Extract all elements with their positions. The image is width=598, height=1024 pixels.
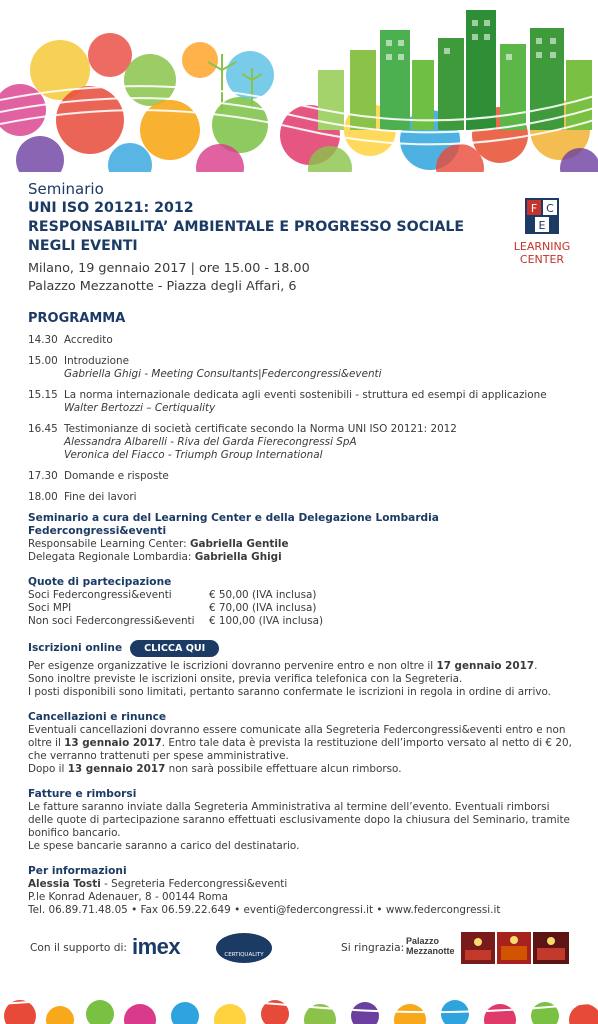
fatture-p2: Le spese bancarie saranno a carico del destinatario. [28, 840, 300, 852]
programma-time: 16.45 [28, 423, 58, 435]
programma-time: 17.30 [28, 470, 58, 482]
iscrizioni-line-3: I posti disponibili sono limitati, pertanto saranno confermate le iscrizioni in regola in ordine di arrivo. [28, 686, 551, 698]
palazzo-mezzanotte-logo [406, 936, 455, 956]
programma-speaker: Walter Bertozzi – Certiquality [64, 402, 216, 414]
quote-table [28, 589, 576, 628]
event-title [28, 199, 498, 256]
support-label: Con il supporto di: [30, 942, 127, 954]
quote-price: € 50,00 (IVA inclusa) [209, 589, 317, 601]
programma-speaker: Gabriella Ghigi - Meeting Consultants|Federcongressi&eventi [64, 368, 382, 380]
quote-price: € 70,00 (IVA inclusa) [209, 602, 317, 614]
programma-body [64, 470, 576, 483]
venue-photo-strip [461, 932, 569, 964]
iscrizioni-line-1 [28, 660, 576, 673]
programma-item [28, 470, 576, 483]
info-contact-name: Alessia Tosti [28, 878, 101, 890]
flyer-content [28, 180, 576, 917]
quote-row [28, 615, 576, 628]
programma-heading: PROGRAMMA [28, 311, 126, 326]
palazzo-logo-line-1: Palazzo [406, 936, 440, 946]
delegata-name: Gabriella Ghigi [194, 551, 282, 563]
info-heading: Per informazioni [28, 865, 127, 877]
programma-item [28, 389, 576, 415]
quote-section [28, 576, 576, 628]
event-date: Milano, 19 gennaio 2017 | ore 15.00 - 18.00 [28, 261, 310, 276]
quote-row [28, 602, 576, 615]
fatture-p1: Le fatture saranno inviate dalla Segreteria Amministrativa al termine dell’evento. Eventuali rimborsi delle quote di partecipazione saranno effettuati esclusivamente dopo la chiusura del Seminario, tramite bonifico bancario. [28, 801, 570, 839]
quote-row [28, 589, 576, 602]
certiquality-logo [216, 933, 272, 963]
programma-title: La norma internazionale dedicata agli eventi sostenibili - struttura ed esempi di applicazione [64, 389, 547, 401]
palazzo-logo-line-2: Mezzanotte [406, 946, 455, 956]
iscrizioni-line-1-text: Per esigenze organizzative le iscrizioni dovranno pervenire entro e non oltre il [28, 660, 437, 672]
cancellazioni-p1-text: Eventuali cancellazioni dovranno essere comunicate alla Segreteria Federcongressi&eventi entro e non oltre il [28, 724, 566, 749]
quote-label: Soci Federcongressi&eventi [28, 589, 172, 601]
curatori-heading: Seminario a cura del Learning Center e della Delegazione Lombardia Federcongressi&eventi [28, 512, 439, 537]
programma-body [64, 491, 576, 504]
fatture-section [28, 788, 576, 853]
cancellazioni-p1 [28, 724, 576, 763]
programma-time: 18.00 [28, 491, 58, 503]
quote-label: Non soci Federcongressi&eventi [28, 615, 195, 627]
sponsors-row [0, 930, 598, 970]
programma-list [28, 334, 576, 504]
iscrizioni-deadline: 17 gennaio 2017 [436, 660, 535, 672]
certiquality-logo-text: CERTIQUALITY [224, 952, 264, 958]
programma-body [64, 389, 576, 415]
programma-title: Fine dei lavori [64, 491, 137, 503]
cancellazioni-p1-end: . Entro tale data è prevista la restituzione dell’importo versato al netto di € 20, che verranno trattenuti per spese amministrative. [28, 737, 572, 762]
programma-time: 14.30 [28, 334, 58, 346]
programma-title: Testimonianze di società certificate secondo la Norma UNI ISO 20121: 2012 [64, 423, 457, 435]
programma-body [64, 355, 576, 381]
cancellazioni-p2-end: non sarà possibile effettuare alcun rimborso. [165, 763, 402, 775]
programma-item [28, 355, 576, 381]
programma-title: Domande e risposte [64, 470, 169, 482]
title-line-2: RESPONSABILITA’ AMBIENTALE E PROGRESSO SOCIALE [28, 219, 465, 235]
quote-price: € 100,00 (IVA inclusa) [209, 615, 324, 627]
info-contact-line [28, 878, 576, 891]
header-banner-illustration [0, 0, 598, 172]
fatture-heading: Fatture e rimborsi [28, 788, 137, 800]
quote-heading: Quote di partecipazione [28, 576, 172, 588]
clicca-qui-button[interactable]: CLICCA QUI [130, 640, 219, 657]
logo-line-2: CENTER [519, 253, 565, 266]
thanks-label: Si ringrazia: [341, 942, 405, 954]
programma-item [28, 491, 576, 504]
programma-time: 15.15 [28, 389, 58, 401]
iscrizioni-header [28, 640, 576, 657]
logo-line-1: LEARNING [513, 240, 571, 253]
iscrizioni-section [28, 640, 576, 699]
cancellazioni-p2-date: 13 gennaio 2017 [67, 763, 166, 775]
info-section [28, 865, 576, 917]
info-contacts[interactable]: Tel. 06.89.71.48.05 • Fax 06.59.22.649 • eventi@federcongressi.it • www.federcongressi.it [28, 904, 501, 916]
imex-logo-text: imex [132, 934, 181, 959]
footer-decorative-strip [0, 996, 598, 1024]
programma-body [64, 423, 576, 462]
title-line-1: UNI ISO 20121: 2012 [28, 200, 194, 216]
imex-logo [132, 934, 180, 960]
iscrizioni-line-2: Sono inoltre previste le iscrizioni onsite, previa verifica telefonica con la Segreteria. [28, 673, 463, 685]
event-kicker: Seminario [28, 180, 104, 198]
programma-item [28, 423, 576, 462]
cancellazioni-p2-text: Dopo il [28, 763, 68, 775]
logo-letter-c: C [546, 202, 554, 215]
iscrizioni-line-1-end: . [534, 660, 538, 672]
programma-time: 15.00 [28, 355, 58, 367]
info-contact-role: - Segreteria Federcongressi&eventi [100, 878, 288, 890]
iscrizioni-heading: Iscrizioni online [28, 642, 123, 654]
programma-speaker: Veronica del Fiacco - Triumph Group International [64, 449, 323, 461]
cancellazioni-deadline: 13 gennaio 2017 [64, 737, 162, 749]
programma-body [64, 334, 576, 347]
programma-item [28, 334, 576, 347]
quote-label: Soci MPI [28, 602, 72, 614]
cancellazioni-p2 [28, 763, 576, 776]
logo-letter-e: E [538, 219, 546, 232]
programma-title: Accredito [64, 334, 113, 346]
footer-bubbles [0, 996, 598, 1024]
delegata-label: Delegata Regionale Lombardia: [28, 551, 195, 563]
title-line-3: NEGLI EVENTI [28, 238, 138, 254]
logo-letter-f: F [530, 202, 538, 215]
event-venue: Palazzo Mezzanotte - Piazza degli Affari, 6 [28, 279, 297, 294]
responsabile-label: Responsabile Learning Center: [28, 538, 190, 550]
city-illustration [0, 0, 598, 172]
cancellazioni-section [28, 711, 576, 776]
info-address: P.le Konrad Adenauer, 8 - 00144 Roma [28, 891, 228, 903]
responsabile-line [28, 538, 576, 551]
curatori-section [28, 512, 576, 564]
delegata-line [28, 551, 576, 564]
programma-title: Introduzione [64, 355, 129, 367]
cancellazioni-heading: Cancellazioni e rinunce [28, 711, 167, 723]
responsabile-name: Gabriella Gentile [189, 538, 289, 550]
programma-speaker: Alessandra Albarelli - Riva del Garda Fierecongressi SpA [64, 436, 357, 448]
